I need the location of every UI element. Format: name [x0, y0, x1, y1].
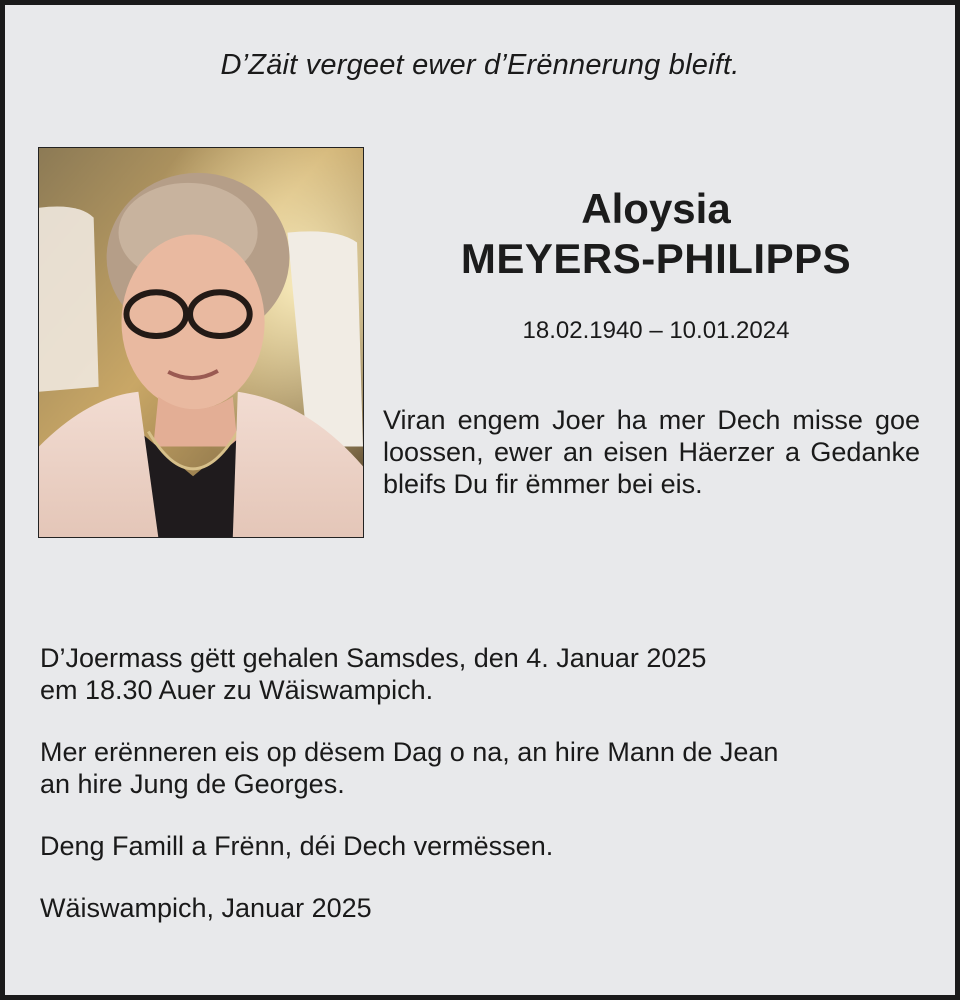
deceased-last-name: MEYERS-PHILIPPS	[460, 235, 852, 282]
deceased-first-name: Aloysia	[581, 185, 731, 232]
mass-line-2: em 18.30 Auer zu Wäiswampich.	[40, 675, 434, 705]
place-and-date: Wäiswampich, Januar 2025	[40, 893, 372, 923]
motto: D’Zäit vergeet ewer d’Erënnerung bleift.	[220, 49, 740, 81]
life-dates: 18.02.1940 – 10.01.2024	[522, 317, 790, 344]
remembrance-line-1: Mer erënneren eis op dësem Dag o na, an hire Mann de Jean	[40, 737, 779, 767]
mass-line-1: D’Joermass gëtt gehalen Samsdes, den 4. Januar 2025	[40, 643, 707, 673]
portrait-illustration	[39, 148, 363, 537]
memorial-verse: Viran engem Joer ha mer Dech misse goe loossen, ewer an eisen Häerzer a Gedanke bleifs Du fir ëmmer bei eis.	[383, 405, 920, 499]
remembrance-line-2: an hire Jung de Georges.	[40, 769, 345, 799]
mass-announcement	[40, 642, 920, 706]
portrait-photo	[38, 147, 364, 538]
remembrance-text	[40, 736, 920, 800]
family-signature: Deng Famill a Frënn, déi Dech vermëssen.	[40, 831, 554, 861]
